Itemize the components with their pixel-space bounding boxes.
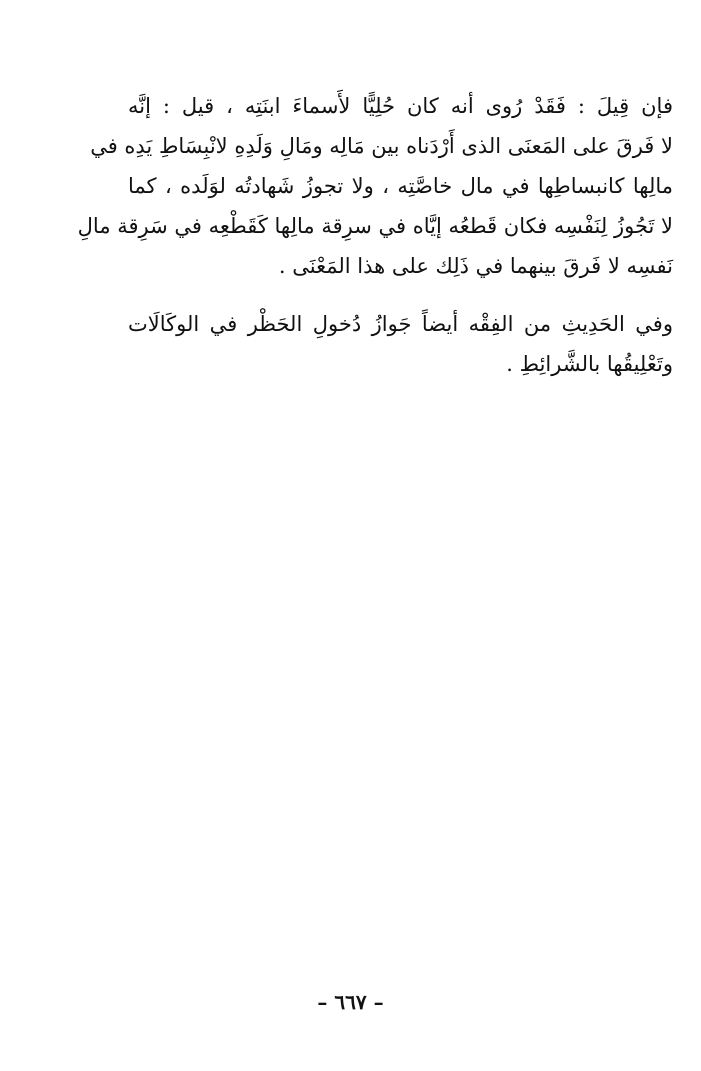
- body-text: [77, 86, 673, 384]
- page-number: – ٦٦٧ –: [317, 990, 384, 1014]
- text-line: فإن قِيلَ : فَقَدْ رُوى أنه كان حُلِيًّا لأَسماءَ ابنَتِه ، قيل : إنَّه: [128, 94, 673, 118]
- paragraph: [128, 304, 673, 384]
- text-line: لا تَجُوزُ لِنَفْسِه فكان قَطعُه إيَّاه في سرِقة مالِها كَقَطْعِه في سَرِقة مالِ: [77, 214, 673, 238]
- text-line: نَفسِه لا فَرقَ بينهما في ذَلِك على هذا المَعْنَى .: [278, 254, 673, 278]
- text-line: مالِها كانبساطِها في مال خاصَّتِه ، ولا تجوزُ شَهادتُه لوَلَده ، كما: [128, 174, 673, 198]
- text-line: وفي الحَدِيثِ من الفِقْه أيضاً جَوازُ دُخولِ الحَظْر في الوكَالَات: [128, 312, 673, 336]
- text-line: وتَعْلِيقُها بالشَّرائِطِ .: [506, 352, 673, 376]
- paragraph: [77, 86, 673, 286]
- text-line: لا فَرقَ على المَعنَى الذى أَرْدَناه بين مَالِه ومَالِ وَلَدِهِ لانْبِسَاطِ يَدِه في: [90, 134, 673, 158]
